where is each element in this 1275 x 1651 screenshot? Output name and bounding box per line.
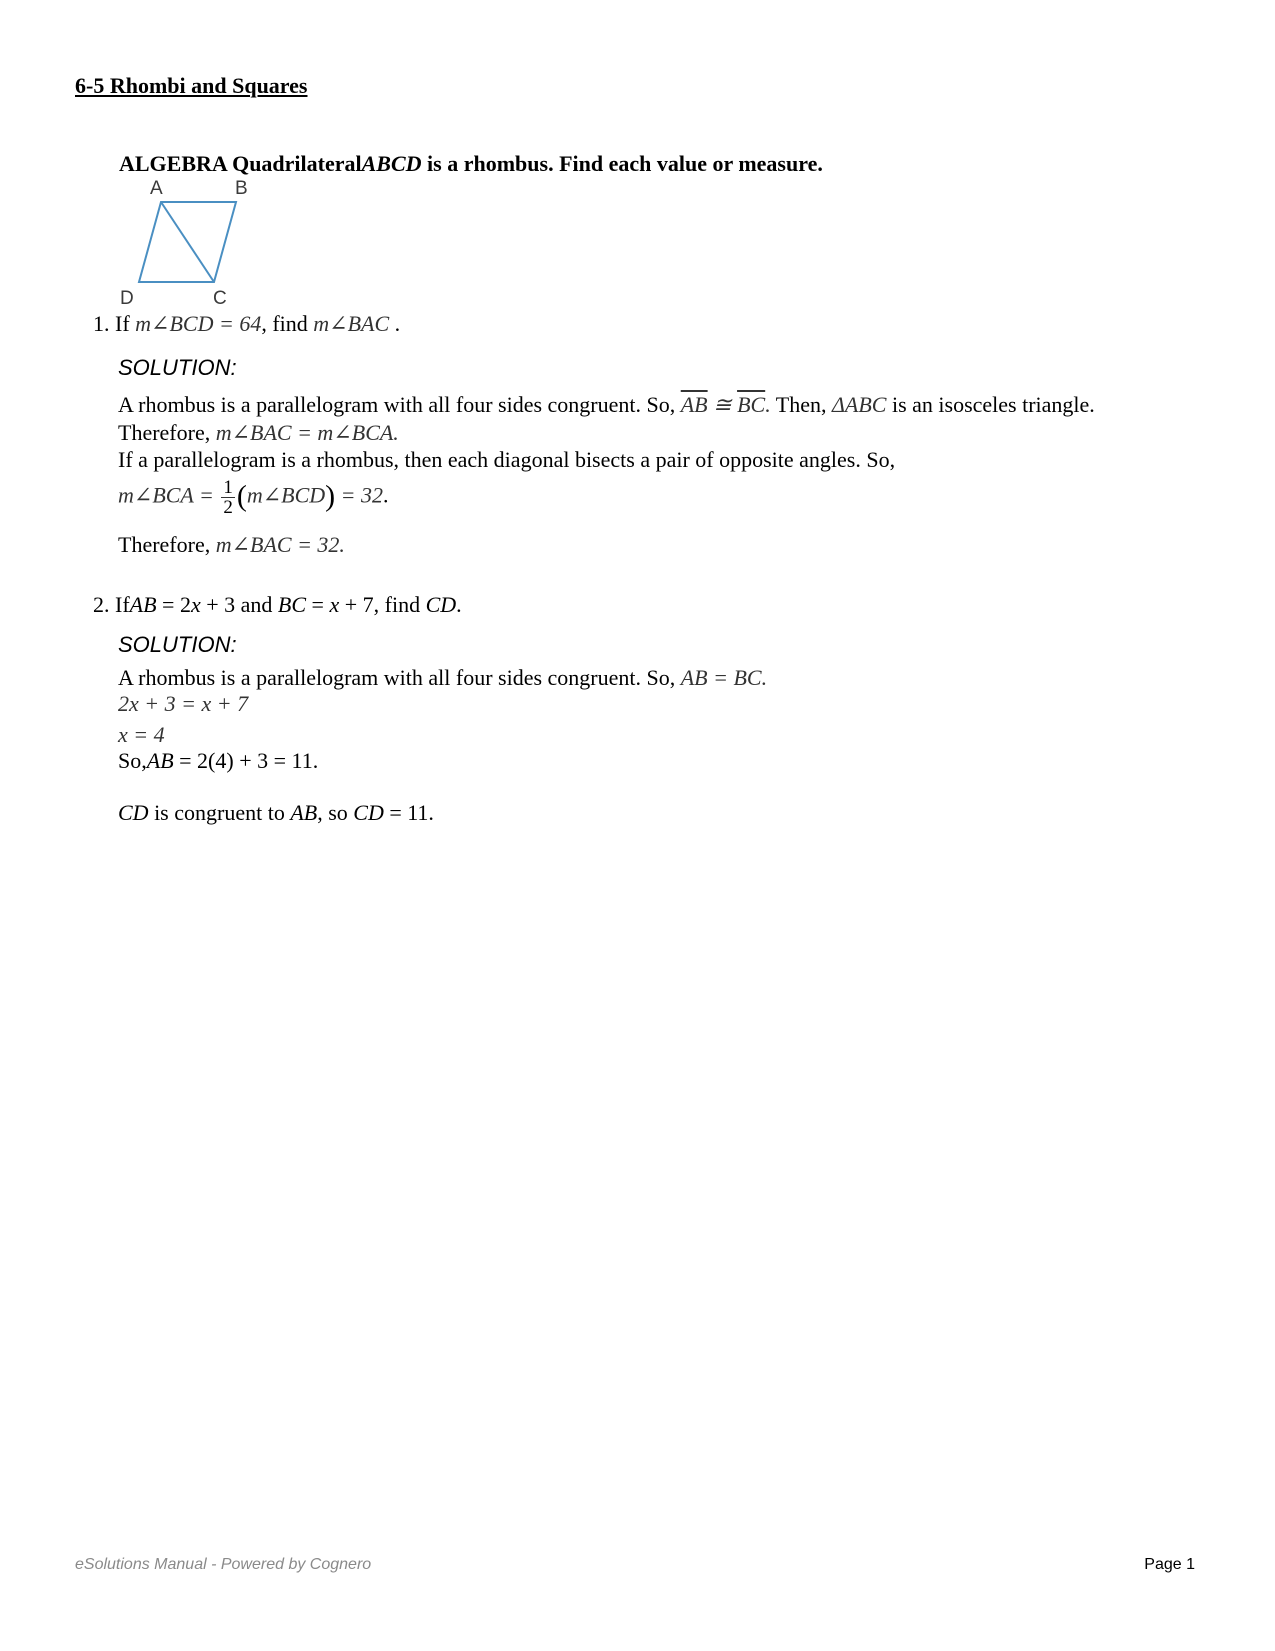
solution-line [118, 391, 1095, 419]
solution-equation: 2x + 3 = x + 7 [118, 691, 249, 716]
instructions-prefix: ALGEBRA Quadrilateral [119, 151, 362, 176]
math-variable: CD [353, 800, 384, 825]
segment-ab: $\overline{AB}$ [680, 392, 708, 417]
solution-line [118, 446, 895, 474]
math-variable: CD [425, 592, 457, 617]
solution-line [118, 799, 434, 827]
paren-close: ) [325, 479, 336, 513]
solution-text: . [383, 482, 389, 508]
solution-line [118, 531, 345, 559]
question-text: = 2 [156, 592, 191, 617]
math-variable: CD [118, 800, 149, 825]
vertex-label-b: B [235, 178, 248, 199]
math-expression: . [765, 392, 771, 417]
math-variable: AB [290, 800, 318, 825]
solution-text: = 11. [383, 800, 434, 825]
solution-line [118, 747, 318, 775]
math-variable: BC [277, 592, 307, 617]
math-expression: m∠BAC [313, 311, 390, 336]
question-text: . [394, 311, 401, 336]
solution-text: If a parallelogram is a rhombus, then each diagonal bisects a pair of opposite angles. So, [118, 447, 896, 472]
solution-line [118, 664, 767, 692]
math-variable: x [329, 592, 340, 617]
math-variable: AB [146, 748, 174, 773]
solution-text: Therefore, [118, 532, 211, 557]
instructions [119, 151, 823, 177]
solution-text: , so [317, 800, 348, 825]
fraction-denominator: 2 [223, 497, 233, 518]
question-text: = [306, 592, 330, 617]
vertex-label-d: D [120, 288, 134, 306]
page-title: 6-5 Rhombi and Squares [75, 73, 308, 98]
solution-text: Then, [770, 392, 827, 417]
congruent-symbol: ≅ [707, 392, 738, 417]
fraction-numerator: 1 [223, 477, 233, 498]
solution-line [118, 419, 399, 447]
question-text: + 7, find [339, 592, 421, 617]
math-expression: m∠BCD [246, 482, 326, 508]
question-text: + 3 and [200, 592, 273, 617]
math-variable: AB [129, 592, 157, 617]
rhombus-figure [115, 178, 265, 306]
math-expression: m∠BAC = 32. [215, 532, 345, 557]
solution-equation [118, 478, 389, 517]
math-expression: = 32 [335, 482, 384, 508]
problem-2-question [93, 591, 462, 619]
paren-open: ( [236, 479, 247, 513]
figure-name: ABCD [361, 151, 422, 176]
solution-text: Therefore, [118, 420, 211, 445]
solution-text: A rhombus is a parallelogram with all four sides congruent. So, [118, 665, 676, 690]
math-expression: m∠BCA = [118, 482, 214, 508]
triangle-abc: ΔABC [832, 392, 887, 417]
instructions-suffix: is a rhombus. Find each value or measure. [421, 151, 823, 176]
solution-label: SOLUTION: [118, 632, 237, 657]
problem-number: 1. [93, 311, 110, 336]
vertex-label-c: C [213, 288, 227, 306]
solution-equation: x = 4 [118, 722, 165, 747]
question-text: , find [261, 311, 308, 336]
solution-text: is congruent to [148, 800, 285, 825]
fraction-one-half [221, 478, 235, 517]
problem-number: 2. [93, 592, 110, 617]
math-expression: m∠BCD = 64 [135, 311, 262, 336]
diagonal-ac [161, 202, 214, 282]
solution-label: SOLUTION: [118, 355, 237, 380]
problem-1-question [93, 310, 400, 338]
question-text: If [115, 592, 130, 617]
footer-publisher: eSolutions Manual - Powered by Cognero [75, 1556, 372, 1573]
solution-text: is an isosceles triangle. [886, 392, 1095, 417]
solution-text: = 2(4) + 3 = 11. [173, 748, 319, 773]
segment-bc: $\overline{BC}$ [737, 392, 766, 417]
question-text: If [115, 311, 130, 336]
question-text: . [456, 592, 462, 617]
solution-text: So, [118, 748, 147, 773]
vertex-label-a: A [150, 178, 163, 199]
page-number: Page 1 [1144, 1556, 1195, 1573]
math-variable: x [190, 592, 201, 617]
math-expression: m∠BAC = m∠BCA. [215, 420, 399, 445]
math-expression: AB = BC. [680, 665, 768, 690]
solution-text: A rhombus is a parallelogram with all four sides congruent. So, [118, 392, 676, 417]
